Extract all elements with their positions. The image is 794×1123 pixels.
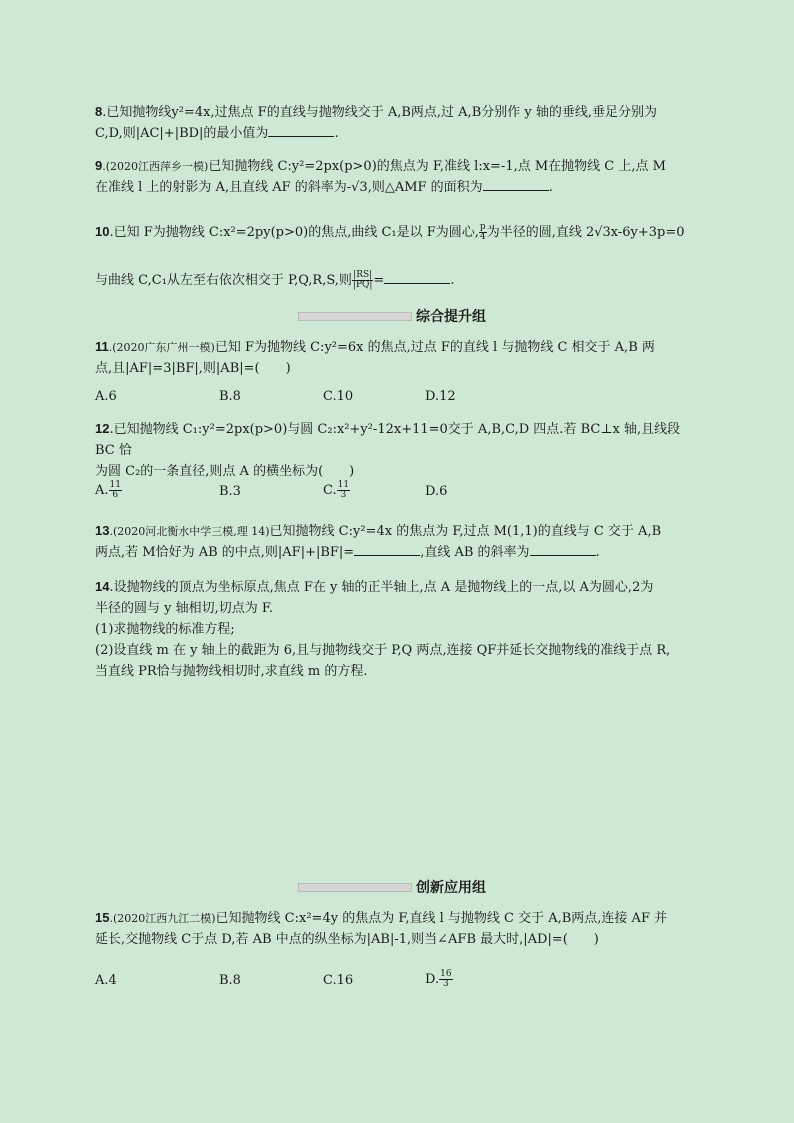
punctuation: . <box>548 180 553 195</box>
question-text-line: 在准线 l 上的射影为 A,且直线 AF 的斜率为-√3,则△AMF 的面积为 <box>95 180 483 195</box>
denominator: |PQ| <box>352 280 373 290</box>
numerator: 11 <box>109 480 121 490</box>
section-header <box>298 877 518 897</box>
equals-sign: = <box>373 273 385 288</box>
section-bar <box>298 883 412 892</box>
section-bar <box>298 312 412 321</box>
options-row <box>95 389 695 411</box>
denominator: 4 <box>479 232 486 242</box>
option-label: D. <box>425 972 440 987</box>
section-title: 综合提升组 <box>416 309 486 325</box>
question-text-line: 已知抛物线 C:y²=4x 的焦点为 F,过点 M(1,1)的直线与 C 交于 A,B <box>269 524 662 539</box>
answer-blank[interactable] <box>268 124 334 137</box>
option-d[interactable] <box>425 970 453 989</box>
question-number: 8 <box>95 104 103 119</box>
sub-question-2-continued: 当直线 PR恰与抛物线相切时,求直线 m 的方程. <box>95 664 368 679</box>
question-number: 15 <box>95 910 110 925</box>
question-number: 11 <box>95 339 109 354</box>
answer-blank[interactable] <box>530 543 596 556</box>
question-number: 14 <box>95 579 110 594</box>
question-source: .(2020江西九江二模) <box>109 912 216 925</box>
numerator: 11 <box>337 480 350 490</box>
fraction <box>109 481 122 500</box>
sub-question-1: (1)求抛物线的标准方程; <box>95 622 235 637</box>
question-text-line: 点,且|AF|=3|BF|,则|AB|=( ) <box>95 361 291 376</box>
question-text-line: C,D,则|AC|+|BD|的最小值为 <box>95 126 269 141</box>
numerator: |RS| <box>353 270 373 280</box>
option-d[interactable]: D.12 <box>425 389 456 404</box>
option-a[interactable] <box>95 481 122 500</box>
sub-question-2: (2)设直线 m 在 y 轴上的截距为 6,且与抛物线交于 P,Q 两点,连接 QF并延长交抛物线的准线于点 R, <box>95 643 671 658</box>
punctuation: . <box>334 126 339 141</box>
denominator: 3 <box>442 979 449 989</box>
question-11 <box>95 336 695 379</box>
denominator: 3 <box>340 490 347 500</box>
question-number: 9 <box>95 158 103 173</box>
question-text-line: 两点,若 M恰好为 AB 的中点,则|AF|+|BF|= <box>95 545 355 560</box>
option-b[interactable]: B.8 <box>219 973 241 988</box>
section-title: 创新应用组 <box>416 880 486 896</box>
fraction <box>439 970 452 989</box>
question-number: 12 <box>95 421 110 436</box>
punctuation: . <box>450 273 455 288</box>
question-text-line: 为圆 C₂的一条直径,则点 A 的横坐标为( ) <box>95 464 355 479</box>
question-text-line: .已知抛物线 C₁:y²=2px(p>0)与圆 C₂:x²+y²-12x+11=0交于 A,B,C,D 四点.若 BC⊥x 轴,且线段 BC 恰 <box>95 422 681 458</box>
options-row <box>95 481 695 503</box>
option-b[interactable]: B.3 <box>219 484 241 499</box>
option-c[interactable]: C.16 <box>323 973 354 988</box>
option-d[interactable]: D.6 <box>425 484 448 499</box>
question-text-line: 已知 F为抛物线 C:y²=6x 的焦点,过点 F的直线 l 与抛物线 C 相交于 A,B 两 <box>214 340 655 355</box>
answer-blank[interactable] <box>483 178 549 191</box>
question-text-line: 半径的圆与 y 轴相切,切点为 F. <box>95 601 274 616</box>
fraction <box>337 481 350 500</box>
fraction <box>479 223 487 242</box>
question-text-line: 已知抛物线 C:x²=4y 的焦点为 F,直线 l 与抛物线 C 交于 A,B两点,连接 AF 并 <box>215 911 668 926</box>
punctuation: . <box>595 545 600 560</box>
numerator: p <box>479 222 486 232</box>
question-source: .(2020江西萍乡一模) <box>102 160 209 173</box>
question-text-line: 为半径的圆,直线 2√3x-6y+3p=0 <box>486 225 685 240</box>
question-12 <box>95 418 695 482</box>
question-text-line: .设抛物线的顶点为坐标原点,焦点 F在 y 轴的正半轴上,点 A 是抛物线上的一点,以 A为圆心,2为 <box>109 580 654 595</box>
option-c[interactable]: C.10 <box>323 389 354 404</box>
question-text-line: 与曲线 C,C₁从左至右依次相交于 P,Q,R,S,则 <box>95 273 352 288</box>
option-a[interactable]: A.6 <box>95 389 117 404</box>
question-text-line: 已知抛物线 C:y²=2px(p>0)的焦点为 F,准线 l:x=-1,点 M在抛物线 C 上,点 M <box>208 159 666 174</box>
question-15 <box>95 907 695 950</box>
option-label: A. <box>95 483 109 498</box>
denominator: 6 <box>112 490 119 500</box>
option-a[interactable]: A.4 <box>95 973 117 988</box>
question-14 <box>95 576 695 682</box>
question-source: .(2020广东广州一模) <box>108 341 215 354</box>
question-text-line: ,直线 AB 的斜率为 <box>420 545 530 560</box>
question-8 <box>95 101 695 144</box>
question-number: 10 <box>95 224 110 239</box>
fraction <box>352 271 374 290</box>
question-10 <box>95 220 695 293</box>
section-header <box>298 306 518 326</box>
question-text-line: .已知 F为抛物线 C:x²=2py(p>0)的焦点,曲线 C₁是以 F为圆心, <box>109 225 479 240</box>
options-row <box>95 970 695 992</box>
option-b[interactable]: B.8 <box>219 389 241 404</box>
answer-blank[interactable] <box>384 271 450 284</box>
question-text-line: .已知抛物线y²=4x,过焦点 F的直线与抛物线交于 A,B两点,过 A,B分别作 y 轴的垂线,垂足分别为 <box>102 105 657 120</box>
question-9 <box>95 155 695 198</box>
answer-blank[interactable] <box>354 543 420 556</box>
question-number: 13 <box>95 523 110 538</box>
question-13 <box>95 520 695 563</box>
question-source: .(2020河北衡水中学三模,理 14) <box>109 525 270 538</box>
option-label: C. <box>323 483 337 498</box>
numerator: 16 <box>440 969 452 979</box>
question-text-line: 延长,交抛物线 C于点 D,若 AB 中点的纵坐标为|AB|-1,则当∠AFB 最大时,|AD|=( ) <box>95 932 599 947</box>
option-c[interactable] <box>323 481 350 500</box>
